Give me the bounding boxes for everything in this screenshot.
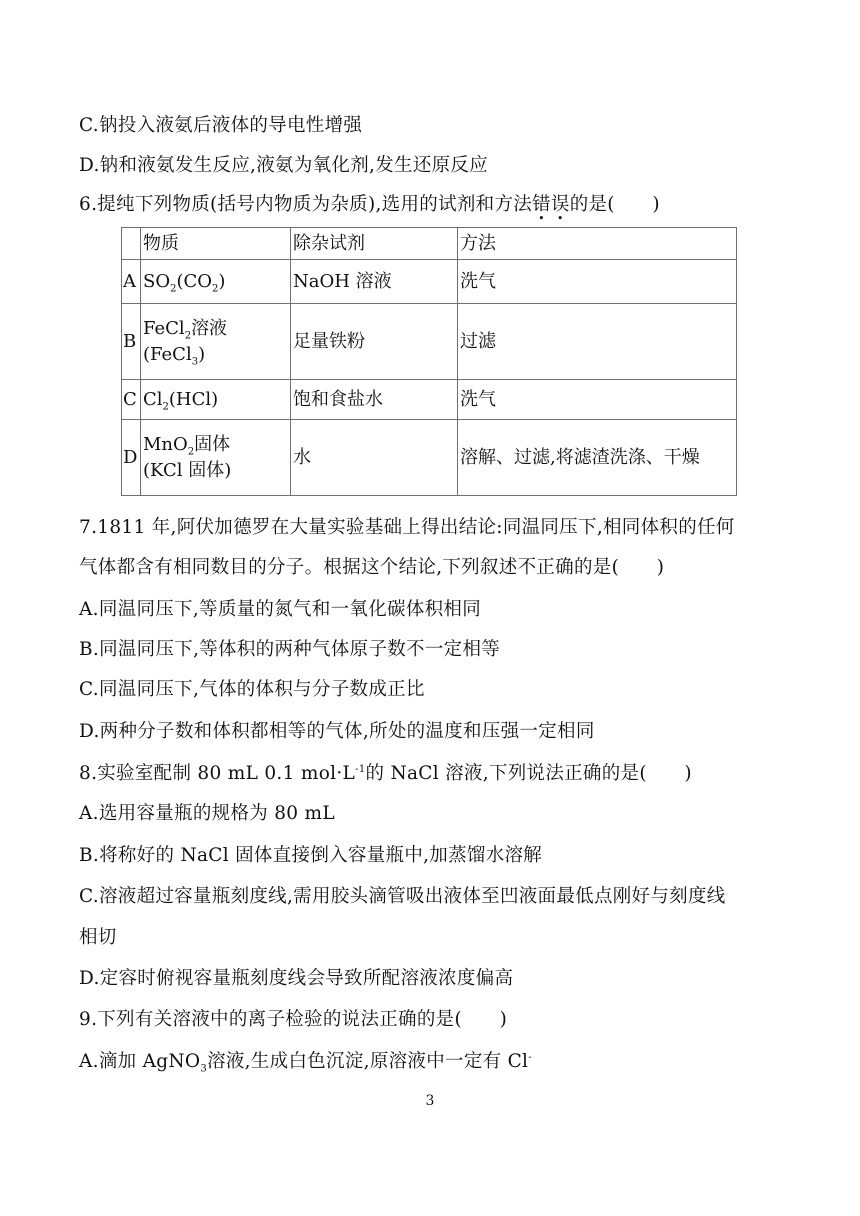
row-label: C — [122, 380, 141, 420]
table-row-b — [122, 304, 737, 380]
substance-cell: MnO$_2$固体 (KCl 固体) — [141, 420, 291, 496]
q8-option-b: B.将称好的 NaCl 固体直接倒入容量瓶中,加蒸馏水溶解 — [79, 845, 543, 866]
purification-table — [121, 227, 737, 496]
q7-option-a: A.同温同压下,等质量的氮气和一氧化碳体积相同 — [79, 599, 482, 620]
q6-stem-prefix: 6.提纯下列物质(括号内物质为杂质),选用的试剂和方法 — [79, 194, 533, 215]
table-row-c — [122, 380, 737, 420]
q8-option-c-line2: 相切 — [79, 927, 117, 948]
substance-cell: $SO_2(CO_2)$ — [141, 260, 291, 304]
q7-option-b: B.同温同压下,等体积的两种气体原子数不一定相等 — [79, 639, 501, 660]
method-cell: 过滤 — [458, 304, 737, 380]
method-cell: 洗气 — [458, 260, 737, 304]
q9-stem: 9.下列有关溶液中的离子检验的说法正确的是( ) — [79, 1009, 508, 1030]
method-cell: 溶解、过滤,将滤渣洗涤、干燥 — [458, 420, 737, 496]
substance-cell: FeCl$_2$溶液 (FeCl$_3$) — [141, 304, 291, 380]
emphasis-char-1: 错 — [532, 194, 551, 215]
row-label: A — [122, 260, 141, 304]
header-reagent: 除杂试剂 — [291, 228, 458, 260]
row-label: B — [122, 304, 141, 380]
q8-option-c-line1: C.溶液超过容量瓶刻度线,需用胶头滴管吸出液体至凹液面最低点刚好与刻度线 — [79, 886, 726, 907]
table-header-row — [122, 228, 737, 260]
q9-option-a: A.滴加 AgNO$_3$溶液,生成白色沉淀,原溶液中一定有 Cl- — [79, 1051, 532, 1075]
emphasis-char-2: 误 — [550, 194, 570, 215]
reagent-cell: NaOH 溶液 — [291, 260, 458, 304]
q8-option-d: D.定容时俯视容量瓶刻度线会导致所配溶液浓度偏高 — [79, 968, 514, 989]
table-row-a — [122, 260, 737, 304]
q7-stem-line1: 7.1811 年,阿伏加德罗在大量实验基础上得出结论:同温同压下,相同体积的任何 — [79, 517, 735, 538]
q7-option-c: C.同温同压下,气体的体积与分子数成正比 — [79, 679, 425, 700]
substance-cell: $Cl_2(HCl)$ — [141, 380, 291, 420]
q6-stem-suffix: 的是( ) — [569, 194, 660, 215]
reagent-cell: 水 — [291, 420, 458, 496]
q7-stem-line2: 气体都含有相同数目的分子。根据这个结论,下列叙述不正确的是( ) — [79, 557, 665, 578]
table-row-d — [122, 420, 737, 496]
q8-option-a: A.选用容量瓶的规格为 80 mL — [79, 803, 335, 824]
q7-option-d: D.两种分子数和体积都相等的气体,所处的温度和压强一定相同 — [79, 721, 595, 742]
header-method: 方法 — [458, 228, 737, 260]
header-substance: 物质 — [141, 228, 291, 260]
row-label: D — [122, 420, 141, 496]
reagent-cell: 足量铁粉 — [291, 304, 458, 380]
method-cell: 洗气 — [458, 380, 737, 420]
q5-option-c: C.钠投入液氨后液体的导电性增强 — [79, 115, 363, 136]
table-corner-cell — [122, 228, 141, 260]
q6-stem — [79, 193, 660, 217]
reagent-cell: 饱和食盐水 — [291, 380, 458, 420]
page-number: 3 — [425, 1093, 435, 1109]
q5-option-d: D.钠和液氨发生反应,液氨为氧化剂,发生还原反应 — [79, 155, 489, 176]
q8-stem: 8.实验室配制 80 mL 0.1 $mol\cdot L^{-1}$的 NaCl 溶液,下列说法正确的是( ) — [79, 763, 692, 784]
